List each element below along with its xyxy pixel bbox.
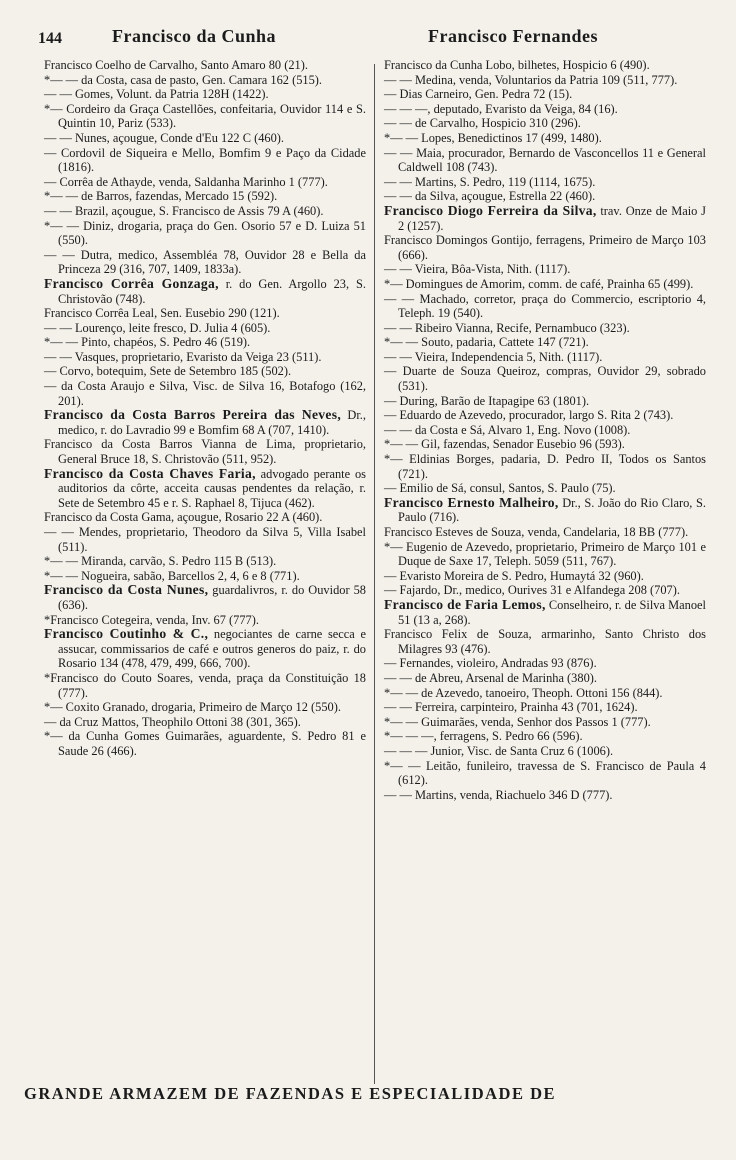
directory-entry — [384, 729, 706, 744]
entry-text: negociantes de carne secca e assucar, commissarios de café e outros generos do paiz, r. do Rosario 134 (478, 479, 499, 666, 700). — [58, 627, 366, 671]
directory-entry — [384, 262, 706, 277]
directory-page — [38, 26, 710, 802]
directory-entry — [384, 364, 706, 393]
entry-text: *— — Guimarães, venda, Senhor dos Passos 1 (777). — [384, 714, 651, 729]
entry-text: *— — Lopes, Benedictinos 17 (499, 1480). — [384, 130, 602, 145]
entry-text: trav. Onze de Maio J 2 (1257). — [398, 203, 706, 233]
directory-entry — [384, 715, 706, 730]
entry-heading-name: Francisco da Costa Chaves Faria, — [44, 465, 256, 481]
entry-text: — — — Junior, Visc. de Santa Cruz 6 (1006). — [384, 743, 614, 758]
entry-text: Francisco da Costa Gama, açougue, Rosario 22 A (460). — [44, 510, 323, 525]
entry-text: — da Costa Araujo e Silva, Visc. de Silva 16, Botafogo (162, 201). — [44, 379, 366, 408]
directory-entry — [384, 292, 706, 321]
entry-text: *— — da Costa, casa de pasto, Gen. Camara 162 (515). — [44, 72, 323, 87]
entry-text: *— — de Azevedo, tanoeiro, Theoph. Ottoni 156 (844). — [384, 685, 663, 700]
entry-text: — — Martins, venda, Riachuelo 346 D (777). — [384, 787, 613, 802]
directory-entry — [384, 759, 706, 788]
directory-entry — [44, 525, 366, 554]
entry-text: Francisco da Costa Barros Vianna de Lima, proprietario, General Bruce 18, S. Christovão (511, 952). — [44, 437, 366, 467]
directory-entry — [384, 700, 706, 715]
entry-text: — — Lourenço, leite fresco, D. Julia 4 (605). — [44, 320, 271, 335]
entry-text: — — Dutra, medico, Assembléa 78, Ouvidor 28 e Bella da Princeza 29 (316, 707, 1409, 1833a). — [44, 247, 366, 277]
entry-text: — Cordovil de Siqueira e Mello, Bomfim 9 e Paço da Cidade (1816). — [44, 145, 366, 175]
entry-text: Francisco Domingos Gontijo, ferragens, Primeiro de Março 103 (666). — [384, 233, 706, 262]
directory-entry — [44, 671, 366, 700]
entry-text: — During, Barão de Itapagipe 63 (1801). — [384, 393, 590, 408]
entry-text: — — Maia, procurador, Bernardo de Vasconcellos 11 e General Caldwell 108 (743). — [384, 145, 706, 175]
directory-entry — [44, 277, 366, 306]
directory-entry — [44, 321, 366, 336]
entry-text: *— — Souto, padaria, Cattete 147 (721). — [384, 335, 589, 350]
entry-text: — Emilio de Sá, consul, Santos, S. Paulo (75). — [384, 481, 616, 496]
entry-text: — — da Silva, açougue, Estrella 22 (460). — [384, 189, 596, 204]
entry-text: — — Martins, S. Pedro, 119 (1114, 1675). — [384, 174, 596, 189]
directory-entry — [44, 729, 366, 758]
entry-text: Francisco Coelho de Carvalho, Santo Amaro 80 (21). — [44, 58, 308, 72]
entry-heading-name: Francisco Corrêa Gonzaga, — [44, 275, 219, 291]
entry-text: *— Cordeiro da Graça Castellões, confeitaria, Ouvidor 114 e S. Quintin 10, Pariz (533). — [44, 101, 366, 131]
entry-text: *— — Pinto, chapéos, S. Pedro 46 (519). — [44, 335, 251, 350]
directory-entry — [384, 627, 706, 656]
directory-entry — [384, 102, 706, 117]
directory-entry — [44, 554, 366, 569]
directory-entry — [384, 116, 706, 131]
entry-text: — Duarte de Souza Queiroz, compras, Ouvidor 29, sobrado (531). — [384, 364, 706, 394]
directory-entry — [384, 437, 706, 452]
entry-heading-name: Francisco Ernesto Malheiro, — [384, 494, 559, 510]
directory-entry — [384, 788, 706, 803]
directory-entry — [384, 540, 706, 569]
entry-text: — — Brazil, açougue, S. Francisco de Assis 79 A (460). — [44, 203, 324, 218]
entry-text: *— — Leitão, funileiro, travessa de S. Francisco de Paula 4 (612). — [384, 758, 706, 788]
directory-entry — [384, 525, 706, 540]
directory-entry — [44, 219, 366, 248]
entry-heading-name: Francisco Coutinho & C., — [44, 626, 209, 642]
entry-text: — — Vieira, Bôa-Vista, Nith. (1117). — [384, 262, 571, 277]
entry-text: *Francisco do Couto Soares, venda, praça da Constituição 18 (777). — [44, 670, 366, 700]
entry-text: — — de Abreu, Arsenal de Marinha (380). — [384, 670, 597, 685]
directory-entry — [44, 467, 366, 511]
entry-heading-name: Francisco da Costa Nunes, — [44, 582, 209, 598]
directory-entry — [44, 175, 366, 190]
entry-heading-name: Francisco Diogo Ferreira da Silva, — [384, 202, 597, 218]
directory-entry — [44, 102, 366, 131]
entry-heading-name: Francisco de Faria Lemos, — [384, 596, 546, 612]
entry-text: — Fernandes, violeiro, Andradas 93 (876). — [384, 656, 597, 671]
directory-entry — [384, 73, 706, 88]
directory-entry — [384, 204, 706, 233]
entry-text: — Corvo, botequim, Sete de Setembro 185 (502). — [44, 364, 292, 379]
directory-entry — [384, 394, 706, 409]
directory-entry — [384, 58, 706, 73]
entry-text: *— Coxito Granado, drogaria, Primeiro de Março 12 (550). — [44, 700, 341, 715]
entry-text: *Francisco Cotegeira, venda, Inv. 67 (777). — [44, 612, 259, 627]
entry-text: — — da Costa e Sá, Alvaro 1, Eng. Novo (1008). — [384, 422, 631, 437]
right-running-title: Francisco Fernandes — [428, 26, 598, 46]
entry-text: — — Ribeiro Vianna, Recife, Pernambuco (323). — [384, 320, 630, 335]
directory-entry — [384, 87, 706, 102]
directory-entry — [384, 744, 706, 759]
entry-text: *— Domingues de Amorim, comm. de café, Prainha 65 (499). — [384, 276, 694, 291]
directory-entry — [384, 146, 706, 175]
entry-text: — — de Carvalho, Hospicio 310 (296). — [384, 116, 581, 131]
column-divider — [374, 64, 375, 1084]
entry-text: *— — Diniz, drogaria, praça do Gen. Osorio 57 e D. Luiza 51 (550). — [44, 218, 366, 248]
entry-text: *— Eugenio de Azevedo, proprietario, Primeiro de Março 101 e Duque de Saxe 17, Teleph. 5059 (511, 767). — [384, 539, 706, 569]
columns — [38, 58, 710, 1098]
entry-text: — da Cruz Mattos, Theophilo Ottoni 38 (301, 365). — [44, 714, 301, 729]
entry-text: — — Nunes, açougue, Conde d'Eu 122 C (460). — [44, 130, 285, 145]
entry-text: Francisco Corrêa Leal, Sen. Eusebio 290 (121). — [44, 306, 280, 321]
entry-text: — — Gomes, Volunt. da Patria 128H (1422). — [44, 87, 269, 102]
directory-entry — [384, 656, 706, 671]
entry-text: *— — Nogueira, sabão, Barcellos 2, 4, 6 e 8 (771). — [44, 568, 300, 583]
entry-text: Dr., medico, r. do Lavradio 99 e Bomfim 68 A (707, 1410). — [58, 408, 366, 437]
entry-text: — — Mendes, proprietario, Theodoro da Silva 5, Villa Isabel (511). — [44, 525, 366, 554]
directory-entry — [44, 613, 366, 628]
entry-text: *— — de Barros, fazendas, Mercado 15 (592). — [44, 189, 278, 204]
directory-entry — [44, 306, 366, 321]
directory-entry — [44, 350, 366, 365]
directory-entry — [44, 627, 366, 671]
page-number: 144 — [38, 30, 62, 47]
left-column — [44, 58, 366, 759]
directory-entry — [44, 248, 366, 277]
directory-entry — [384, 321, 706, 336]
entry-text: *— — —, ferragens, S. Pedro 66 (596). — [384, 729, 583, 744]
advert-banner: GRANDE ARMAZEM DE FAZENDAS E ESPECIALIDADE DE — [24, 1084, 556, 1103]
entry-text: Conselheiro, r. de Silva Manoel 51 (13 a, 268). — [398, 597, 706, 627]
entry-text: Francisco Esteves de Souza, venda, Candelaria, 18 BB (777). — [384, 525, 689, 539]
entry-text: — — Ferreira, carpinteiro, Prainha 43 (701, 1624). — [384, 700, 638, 715]
entry-text: Francisco da Cunha Lobo, bilhetes, Hospicio 6 (490). — [384, 58, 650, 72]
directory-entry — [44, 583, 366, 612]
entry-text: — Dias Carneiro, Gen. Pedra 72 (15). — [384, 87, 573, 102]
entry-text: — Evaristo Moreira de S. Pedro, Humaytá 32 (960). — [384, 568, 644, 583]
entry-text: — — Medina, venda, Voluntarios da Patria 109 (511, 777). — [384, 72, 678, 87]
directory-entry — [384, 423, 706, 438]
directory-entry — [384, 452, 706, 481]
entry-heading-name: Francisco da Costa Barros Pereira das Neves, — [44, 407, 342, 423]
directory-entry — [44, 87, 366, 102]
directory-entry — [44, 364, 366, 379]
directory-entry — [384, 686, 706, 701]
directory-entry — [384, 189, 706, 204]
entry-text: — — Vieira, Independencia 5, Nith. (1117). — [384, 349, 603, 364]
directory-entry — [44, 189, 366, 204]
left-running-title: Francisco da Cunha — [112, 26, 277, 46]
entry-text: — — Vasques, proprietario, Evaristo da Veiga 23 (511). — [44, 349, 322, 364]
entry-text: advogado perante os auditorios da côrte, acceita causas pendentes da relação, r. Sete de Setembro 45 e r. S. Raphael 8, Tijuca (462). — [58, 466, 366, 510]
directory-entry — [384, 671, 706, 686]
directory-entry — [44, 58, 366, 73]
directory-entry — [384, 335, 706, 350]
directory-entry — [384, 277, 706, 292]
directory-entry — [384, 175, 706, 190]
entry-text: — — —, deputado, Evaristo da Veiga, 84 (16). — [384, 101, 618, 116]
directory-entry — [384, 408, 706, 423]
directory-entry — [44, 335, 366, 350]
directory-entry — [384, 569, 706, 584]
directory-entry — [384, 481, 706, 496]
directory-entry — [44, 73, 366, 88]
entry-text: r. do Gen. Argollo 23, S. Christovão (748). — [58, 276, 366, 306]
right-column — [384, 58, 706, 802]
entry-text: — Corrêa de Athayde, venda, Saldanha Marinho 1 (777). — [44, 174, 328, 189]
entry-text: guardalivros, r. do Ouvidor 58 (636). — [58, 583, 366, 612]
entry-text: — Eduardo de Azevedo, procurador, largo S. Rita 2 (743). — [384, 408, 674, 423]
entry-text: — — Machado, corretor, praça do Commercio, escriptorio 4, Teleph. 19 (540). — [384, 291, 706, 321]
entry-text: *— da Cunha Gomes Guimarães, aguardente, S. Pedro 81 e Saude 26 (466). — [44, 729, 366, 758]
directory-entry — [384, 496, 706, 525]
entry-text: Dr., S. João do Rio Claro, S. Paulo (716). — [398, 495, 706, 525]
directory-entry — [44, 700, 366, 715]
directory-entry — [384, 350, 706, 365]
directory-entry — [44, 569, 366, 584]
directory-entry — [384, 131, 706, 146]
entry-text: *— — Gil, fazendas, Senador Eusebio 96 (593). — [384, 437, 625, 452]
directory-entry — [44, 715, 366, 730]
entry-text: — Fajardo, Dr., medico, Ourives 31 e Alfandega 208 (707). — [384, 583, 680, 598]
directory-entry — [44, 131, 366, 146]
directory-entry — [384, 598, 706, 627]
directory-entry — [44, 146, 366, 175]
directory-entry — [44, 204, 366, 219]
directory-entry — [44, 510, 366, 525]
directory-entry — [44, 379, 366, 408]
directory-entry — [384, 583, 706, 598]
entry-text: *— Eldinias Borges, padaria, D. Pedro II, Todos os Santos (721). — [384, 452, 706, 481]
directory-entry — [44, 437, 366, 466]
directory-entry — [44, 408, 366, 437]
entry-text: *— — Miranda, carvão, S. Pedro 115 B (513). — [44, 554, 277, 569]
page-header — [38, 26, 710, 52]
entry-text: Francisco Felix de Souza, armarinho, Santo Christo dos Milagres 93 (476). — [384, 627, 706, 656]
directory-entry — [384, 233, 706, 262]
